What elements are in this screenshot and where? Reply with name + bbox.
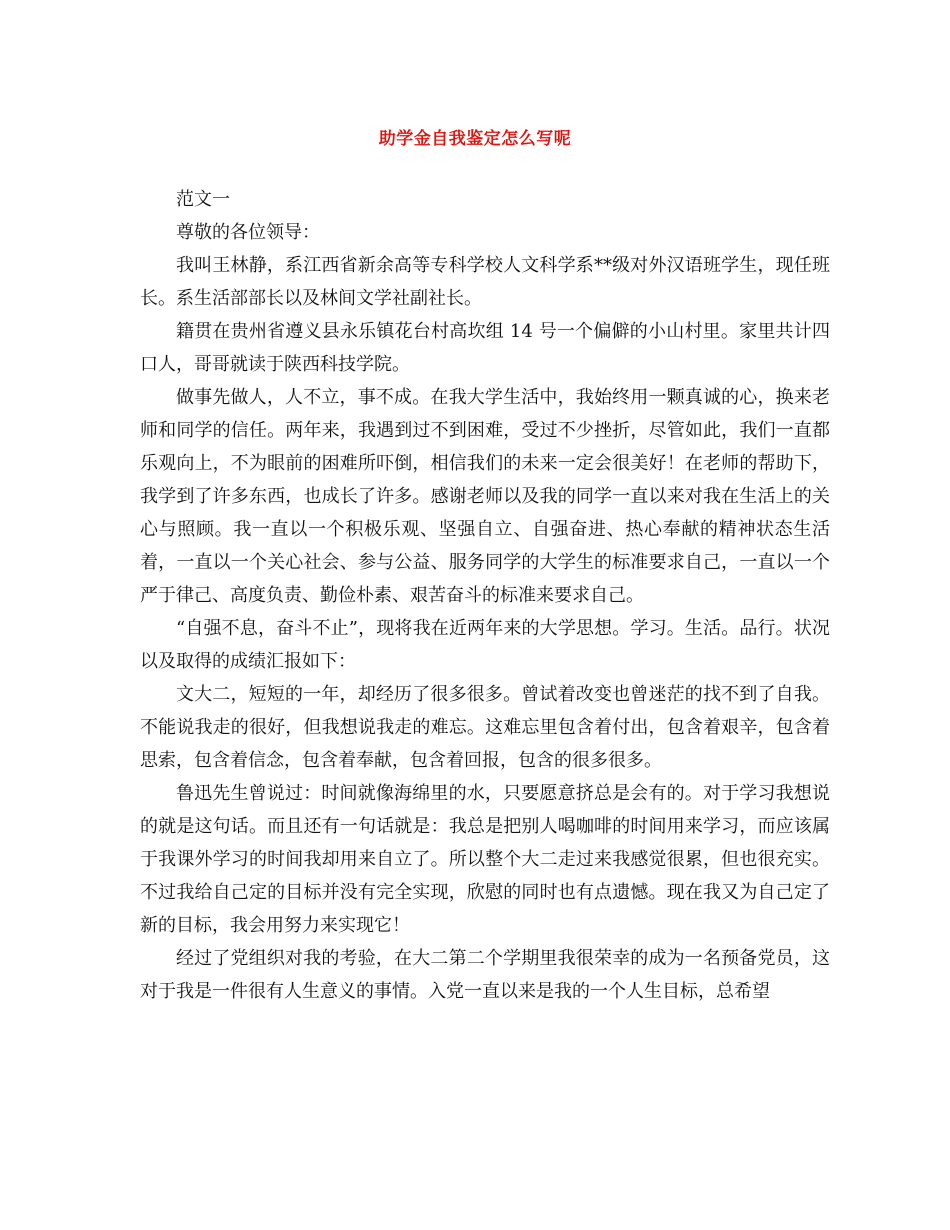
document-body	[140, 183, 830, 1008]
paragraph: 做事先做人，人不立，事不成。在我大学生活中，我始终用一颗真诚的心，换来老师和同学的信任。两年来，我遇到过不到困难，受过不少挫折，尽管如此，我们一直都乐观向上，不为眼前的困难所吓倒，相信我们的未来一定会很美好！在老师的帮助下，我学到了许多东西，也成长了许多。感谢老师以及我的同学一直以来对我在生活上的关心与照顾。我一直以一个积极乐观、坚强自立、自强奋进、热心奉献的精神状态生活着，一直以一个关心社会、参与公益、服务同学的大学生的标准要求自己，一直以一个严于律己、高度负责、勤俭朴素、艰苦奋斗的标准来要求自己。	[140, 387, 830, 606]
paragraph: “自强不息，奋斗不止”，现将我在近两年来的大学思想。学习。生活。品行。状况以及取得的成绩汇报如下：	[140, 618, 830, 672]
paragraph: 鲁迅先生曾说过：时间就像海绵里的水，只要愿意挤总是会有的。对于学习我想说的就是这句话。而且还有一句话就是：我总是把别人喝咖啡的时间用来学习，而应该属于我课外学习的时间我却用来自立了。所以整个大二走过来我感觉很累，但也很充实。不过我给自己定的目标并没有完全实现，欣慰的同时也有点遗憾。现在我又为自己定了新的目标，我会用努力来实现它！	[140, 783, 830, 936]
paragraph: 经过了党组织对我的考验，在大二第二个学期里我很荣幸的成为一名预备党员，这对于我是一件很有人生意义的事情。入党一直以来是我的一个人生目标，总希望	[140, 948, 830, 1002]
paragraph: 文大二，短短的一年，却经历了很多很多。曾试着改变也曾迷茫的找不到了自我。不能说我走的很好，但我想说我走的难忘。这难忘里包含着付出，包含着艰辛，包含着思索，包含着信念，包含着奉献，包含着回报，包含的很多很多。	[140, 684, 830, 771]
paragraph: 籍贯在贵州省遵义县永乐镇花台村高坎组 14 号一个偏僻的小山村里。家里共计四口人，哥哥就读于陕西科技学院。	[140, 321, 830, 375]
document-title: 助学金自我鉴定怎么写呢	[378, 129, 572, 149]
paragraph: 范文一	[176, 189, 230, 210]
paragraph: 我叫王林静，系江西省新余高等专科学校人文科学系**级对外汉语班学生，现任班长。系生活部部长以及林间文学社副社长。	[140, 255, 830, 309]
paragraph: 尊敬的各位领导：	[176, 222, 320, 243]
